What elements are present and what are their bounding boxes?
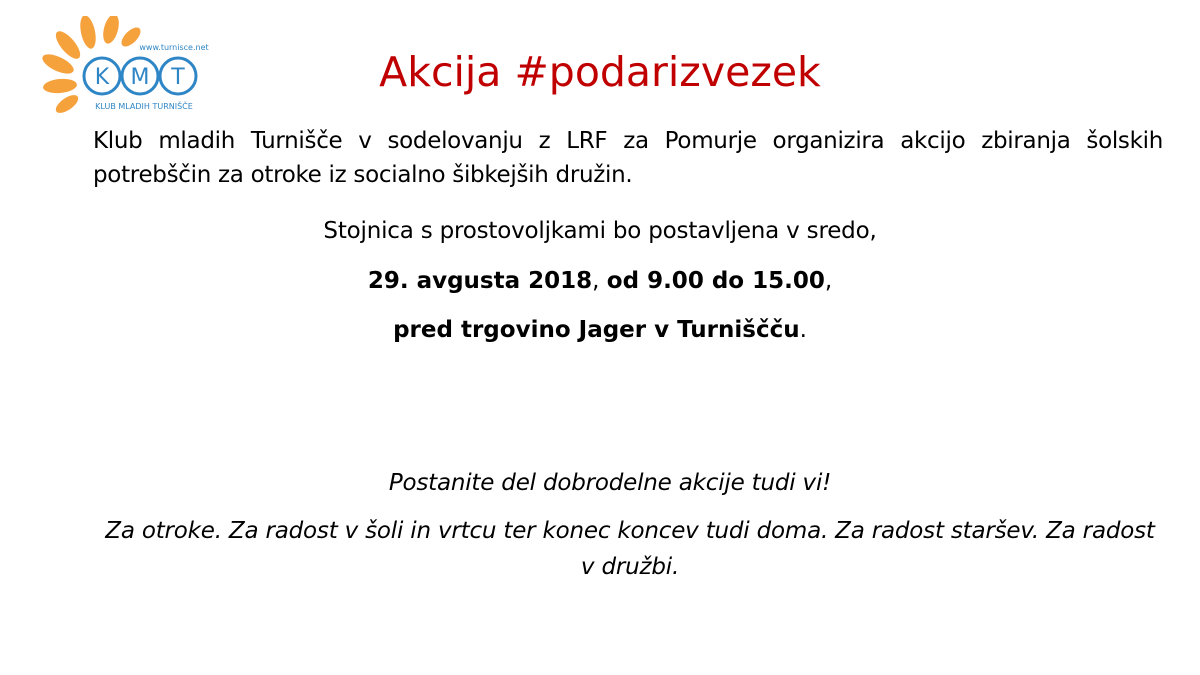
intro-paragraph: Klub mladih Turnišče v sodelovanju z LRF za Pomurje organizira akcijo zbiranja šolskih potrebščin za otroke iz socialno šibkejših družin.: [93, 128, 1163, 188]
place-end: .: [799, 317, 807, 343]
logo-letter-m: M: [130, 65, 150, 90]
slide-title: Akcija #podarizvezek: [379, 48, 821, 96]
logo-letter-t: T: [171, 65, 185, 90]
date-end: ,: [824, 268, 833, 294]
kmt-logo: [34, 16, 216, 120]
date-line: [90, 264, 1110, 298]
logo-caption: KLUB MLADIH TURNIŠČE: [95, 102, 193, 111]
date-separator: ,: [592, 268, 607, 294]
call-to-action: Postanite del dobrodelne akcije tudi vi!: [388, 470, 832, 496]
logo-letter-k: K: [94, 65, 110, 90]
date-day: 29. avgusta 2018: [367, 268, 593, 294]
logo-website: www.turnisce.net: [139, 43, 209, 52]
joy-paragraph: Za otroke. Za radost v šoli in vrtcu ter konec koncev tudi doma. Za radost staršev. Za radost v družbi.: [105, 518, 1155, 580]
kmt-logo-graphic: [34, 16, 216, 120]
stand-line: Stojnica s prostovoljkami bo postavljena v sredo,: [323, 218, 877, 244]
place-line: [90, 313, 1110, 347]
date-time: od 9.00 do 15.00: [606, 268, 825, 294]
place-text: pred trgovino Jager v Turniščču: [393, 317, 800, 343]
